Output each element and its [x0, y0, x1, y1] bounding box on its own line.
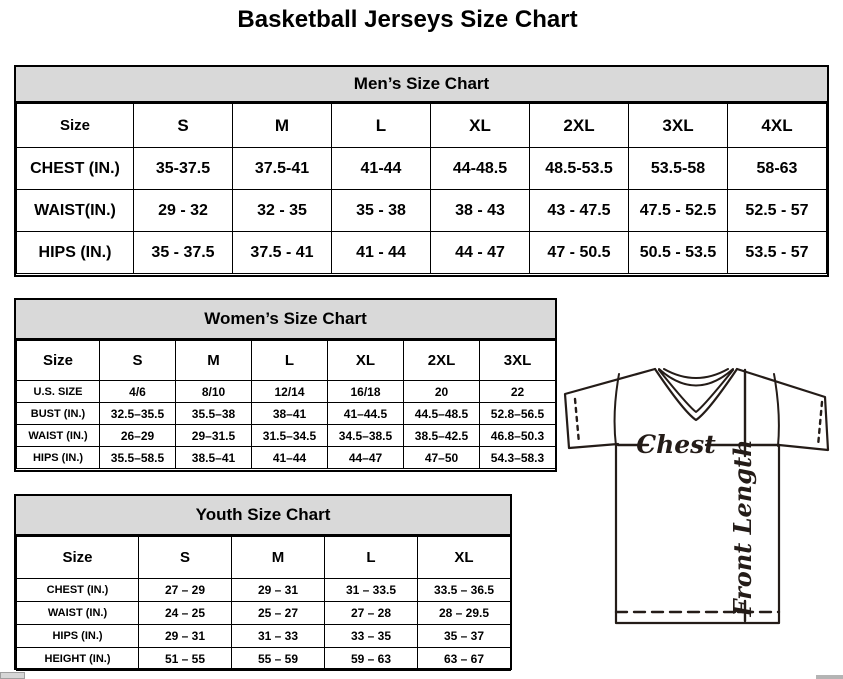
jersey-measurement-diagram — [555, 355, 843, 645]
cell: 46.8–50.3 — [480, 425, 556, 447]
row-label: HIPS (IN.) — [17, 447, 100, 469]
jersey-right-sleeve — [737, 369, 828, 450]
cell: 38–41 — [252, 403, 328, 425]
cell: 33.5 – 36.5 — [418, 579, 511, 602]
cell: 12/14 — [252, 381, 328, 403]
row-label: HIPS (IN.) — [17, 232, 134, 274]
mens-size-chart — [14, 65, 829, 277]
cell: 35-37.5 — [134, 148, 233, 190]
row-label: WAIST (IN.) — [17, 602, 139, 625]
cell: 32.5–35.5 — [100, 403, 176, 425]
table-header-row — [17, 341, 556, 381]
cell: 35 - 38 — [332, 190, 431, 232]
horizontal-scrollbar-right-fragment[interactable] — [816, 675, 843, 679]
cell: 35 - 37.5 — [134, 232, 233, 274]
cell: 31.5–34.5 — [252, 425, 328, 447]
cell: 54.3–58.3 — [480, 447, 556, 469]
table-row — [17, 148, 827, 190]
cell: 24 – 25 — [139, 602, 232, 625]
cell: 8/10 — [176, 381, 252, 403]
page-title: Basketball Jerseys Size Chart — [237, 6, 578, 33]
table-header-row — [17, 104, 827, 148]
table-row — [17, 190, 827, 232]
col-header: Size — [17, 104, 134, 148]
cell: 52.5 - 57 — [728, 190, 827, 232]
youth-chart-title: Youth Size Chart — [16, 496, 510, 536]
cell: 35.5–58.5 — [100, 447, 176, 469]
col-header: 4XL — [728, 104, 827, 148]
cell: 38.5–42.5 — [404, 425, 480, 447]
row-label: HIPS (IN.) — [17, 625, 139, 648]
womens-chart-title: Women’s Size Chart — [16, 300, 555, 340]
cell: 32 - 35 — [233, 190, 332, 232]
col-header: 3XL — [480, 341, 556, 381]
cell: 38 - 43 — [431, 190, 530, 232]
front-length-label: Front Length — [728, 439, 757, 617]
cell: 34.5–38.5 — [328, 425, 404, 447]
jersey-left-seam — [615, 374, 619, 446]
jersey-right-seam — [774, 374, 779, 446]
jersey-right-sleeve-hem-dashed — [818, 402, 822, 446]
col-header: XL — [431, 104, 530, 148]
cell: 37.5-41 — [233, 148, 332, 190]
col-header: M — [233, 104, 332, 148]
cell: 35 – 37 — [418, 625, 511, 648]
cell: 29 – 31 — [232, 579, 325, 602]
cell: 33 – 35 — [325, 625, 418, 648]
cell: 25 – 27 — [232, 602, 325, 625]
cell: 4/6 — [100, 381, 176, 403]
cell: 41 - 44 — [332, 232, 431, 274]
col-header: L — [332, 104, 431, 148]
col-header: M — [232, 537, 325, 579]
cell: 55 – 59 — [232, 648, 325, 671]
col-header: Size — [17, 537, 139, 579]
chest-label: Chest — [636, 430, 716, 459]
col-header: XL — [418, 537, 511, 579]
cell: 29 - 32 — [134, 190, 233, 232]
table-row — [17, 648, 511, 671]
womens-table — [16, 340, 556, 469]
cell: 41–44 — [252, 447, 328, 469]
col-header: L — [325, 537, 418, 579]
mens-table — [16, 103, 827, 274]
cell: 35.5–38 — [176, 403, 252, 425]
youth-table — [16, 536, 511, 671]
cell: 43 - 47.5 — [530, 190, 629, 232]
col-header: Size — [17, 341, 100, 381]
col-header: S — [134, 104, 233, 148]
cell: 59 – 63 — [325, 648, 418, 671]
youth-size-chart — [14, 494, 512, 670]
horizontal-scrollbar-left-fragment[interactable] — [0, 672, 25, 679]
cell: 27 – 28 — [325, 602, 418, 625]
jersey-left-sleeve-hem-dashed — [575, 399, 579, 443]
cell: 53.5-58 — [629, 148, 728, 190]
cell: 44 - 47 — [431, 232, 530, 274]
cell: 27 – 29 — [139, 579, 232, 602]
table-row — [17, 447, 556, 469]
table-row — [17, 602, 511, 625]
row-label: U.S. SIZE — [17, 381, 100, 403]
row-label: HEIGHT (IN.) — [17, 648, 139, 671]
table-row — [17, 381, 556, 403]
cell: 38.5–41 — [176, 447, 252, 469]
col-header: 3XL — [629, 104, 728, 148]
cell: 50.5 - 53.5 — [629, 232, 728, 274]
row-label: BUST (IN.) — [17, 403, 100, 425]
table-row — [17, 625, 511, 648]
col-header: 2XL — [530, 104, 629, 148]
cell: 31 – 33.5 — [325, 579, 418, 602]
cell: 20 — [404, 381, 480, 403]
cell: 29 – 31 — [139, 625, 232, 648]
col-header: M — [176, 341, 252, 381]
cell: 26–29 — [100, 425, 176, 447]
row-label: WAIST(IN.) — [17, 190, 134, 232]
jersey-collar-arc-1 — [664, 369, 728, 378]
table-row — [17, 579, 511, 602]
row-label: CHEST (IN.) — [17, 579, 139, 602]
col-header: L — [252, 341, 328, 381]
cell: 53.5 - 57 — [728, 232, 827, 274]
cell: 47–50 — [404, 447, 480, 469]
womens-size-chart — [14, 298, 557, 472]
col-header: 2XL — [404, 341, 480, 381]
row-label: WAIST (IN.) — [17, 425, 100, 447]
table-row — [17, 232, 827, 274]
cell: 63 – 67 — [418, 648, 511, 671]
cell: 48.5-53.5 — [530, 148, 629, 190]
jersey-icon — [555, 355, 843, 645]
row-label: CHEST (IN.) — [17, 148, 134, 190]
table-row — [17, 425, 556, 447]
cell: 22 — [480, 381, 556, 403]
cell: 51 – 55 — [139, 648, 232, 671]
cell: 47 - 50.5 — [530, 232, 629, 274]
mens-chart-title: Men’s Size Chart — [16, 67, 827, 103]
cell: 31 – 33 — [232, 625, 325, 648]
table-header-row — [17, 537, 511, 579]
cell: 58-63 — [728, 148, 827, 190]
cell: 16/18 — [328, 381, 404, 403]
cell: 29–31.5 — [176, 425, 252, 447]
cell: 44–47 — [328, 447, 404, 469]
cell: 41-44 — [332, 148, 431, 190]
col-header: S — [100, 341, 176, 381]
cell: 41–44.5 — [328, 403, 404, 425]
cell: 52.8–56.5 — [480, 403, 556, 425]
cell: 28 – 29.5 — [418, 602, 511, 625]
cell: 44.5–48.5 — [404, 403, 480, 425]
col-header: XL — [328, 341, 404, 381]
table-row — [17, 403, 556, 425]
cell: 37.5 - 41 — [233, 232, 332, 274]
col-header: S — [139, 537, 232, 579]
cell: 47.5 - 52.5 — [629, 190, 728, 232]
cell: 44-48.5 — [431, 148, 530, 190]
